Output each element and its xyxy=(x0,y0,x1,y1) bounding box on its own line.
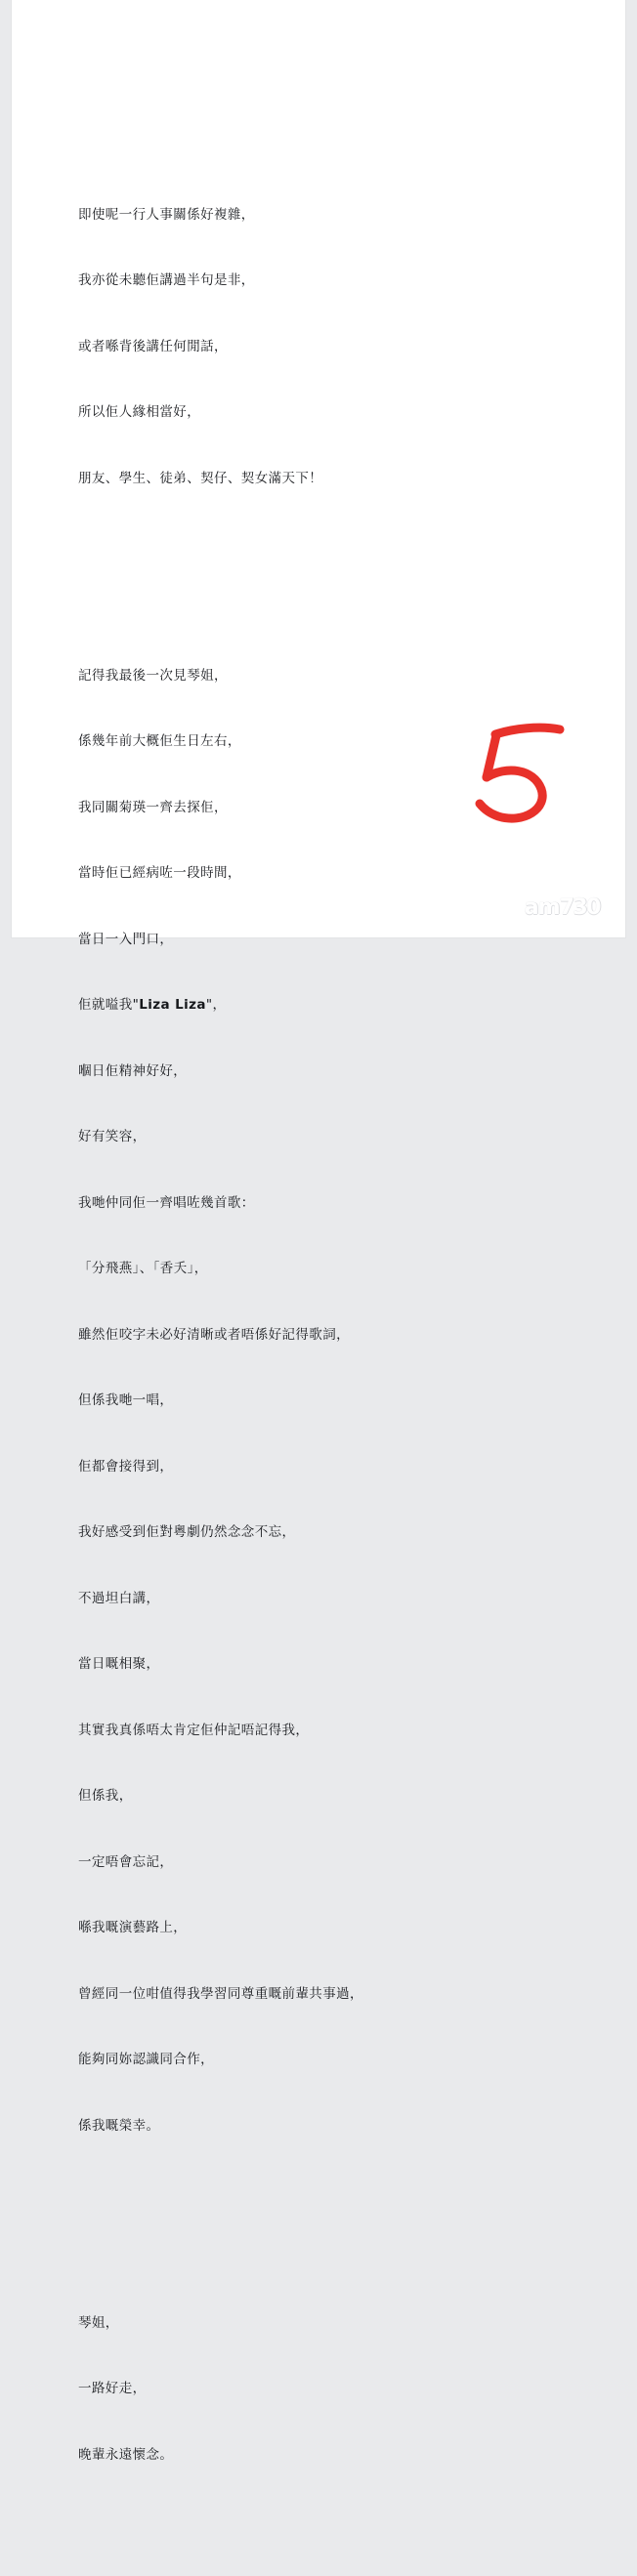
text-line: 朋友、學生、徒弟、契仔、契女滿天下！ xyxy=(78,470,323,486)
text-line: 我亦從未聽佢講過半句是非， xyxy=(78,272,255,288)
text-line: 或者喺背後講任何閒話， xyxy=(78,338,228,354)
text-line: 不過坦白講， xyxy=(78,1590,160,1606)
paragraph-1 xyxy=(78,160,567,534)
text-line: 記得我最後一次見琴姐， xyxy=(78,667,228,684)
text-line: 即使呢一行人事關係好複雜， xyxy=(78,206,255,223)
text-line: 係我嘅榮幸。 xyxy=(78,2117,160,2134)
text-line: 琴姐， xyxy=(78,2314,119,2331)
text-line-bold-quote: 佢就嗌我"Liza Liza"， xyxy=(78,997,227,1013)
text-line: 其實我真係唔太肯定佢仲記唔記得我， xyxy=(78,1722,310,1738)
text-line: 係幾年前大概佢生日左右， xyxy=(78,733,241,749)
text-line: 好有笑容， xyxy=(78,1129,147,1144)
text-line: 當日一入門口， xyxy=(78,931,174,947)
text-line: 雖然佢咬字未必好清晰或者唔係好記得歌詞， xyxy=(78,1326,350,1343)
paragraph-2 xyxy=(78,621,567,2181)
text-line: 所以佢人緣相當好， xyxy=(78,404,201,420)
text-line: 一定唔會忘記， xyxy=(78,1853,174,1870)
text-line: 喺我嘅演藝路上， xyxy=(78,1920,188,1935)
text-line: 能夠同妳認識同合作， xyxy=(78,2052,214,2067)
text-line: 但係我， xyxy=(78,1788,133,1804)
text-line: 當時佢已經病咗一段時間， xyxy=(78,865,241,881)
paragraph-3 xyxy=(78,2268,567,2511)
watermark-am730 xyxy=(525,895,600,920)
watermark-number: 730 xyxy=(559,895,600,920)
watermark-brand: am xyxy=(524,895,560,920)
letter-body xyxy=(78,94,567,2576)
document-sheet xyxy=(12,0,625,2463)
text-line: 晚輩永遠懷念。 xyxy=(78,2446,174,2463)
text-line: 當日嘅相聚， xyxy=(78,1656,160,1672)
text-line: 我同關菊瑛一齊去探佢， xyxy=(78,799,228,815)
text-line: 曾經同一位咁值得我學習同尊重嘅前輩共事過， xyxy=(78,1985,363,2002)
text-line: 一路好走， xyxy=(78,2381,147,2396)
text-line: 佢都會接得到， xyxy=(78,1458,174,1475)
text-line: 我哋仲同佢一齊唱咗幾首歌： xyxy=(78,1194,255,1211)
text-line: 「分飛燕」、「香夭」， xyxy=(78,1261,208,1276)
text-line: 嗰日佢精神好好， xyxy=(78,1062,188,1079)
text-line: 我好感受到佢對粵劇仍然念念不忘， xyxy=(78,1524,296,1540)
text-line: 但係我哋一唱， xyxy=(78,1392,174,1408)
